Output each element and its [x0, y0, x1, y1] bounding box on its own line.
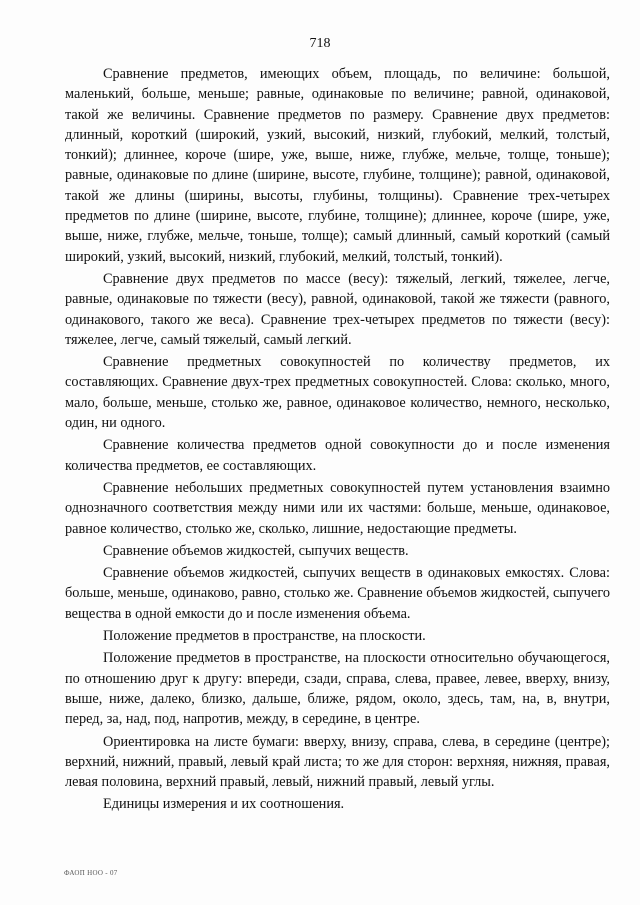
paragraph-paper-orientation: Ориентировка на листе бумаги: вверху, внизу, справа, слева, в середине (центре); верхний, нижний, правый, левый край листа; то же для сторон: верхняя, нижняя, правая, левая половина, верхний правый, левый, нижний правый, левый углы.	[65, 733, 610, 791]
paragraph-volume-heading: Сравнение объемов жидкостей, сыпучих веществ.	[103, 542, 409, 559]
paragraph-mass-comparison: Сравнение двух предметов по массе (весу): тяжелый, легкий, тяжелее, легче, равные, одинаковые по тяжести (весу), равной, одинаковой, такой же тяжести (равного, одинакового, такого же веса). Сравнение трех-четырех предметов по тяжести (весу): тяжелее, легче, самый тяжелый, самый легкий.	[65, 270, 610, 348]
paragraph-units-heading: Единицы измерения и их соотношения.	[103, 796, 345, 813]
paragraph-size-comparison: Сравнение предметов, имеющих объем, площадь, по величине: большой, маленький, больше, меньше; равные, одинаковые по величине; равной, одинаковой, такой же величины. Сравнение предметов по размеру. Сравнение двух предметов: длинный, короткий (широкий, узкий, высокий, низкий, глубокий, мелкий, толстый, тонкий); длиннее, короче (шире, уже, выше, ниже, глубже, мельче, толще, тоньше); равные, одинаковые по длине (ширине, высоте, глубине, толщине); равной, одинаковой, такой же длины (ширины, высоты, глубины, толщины). Сравнение трех-четырех предметов по длине (ширине, высоте, глубине, толщине); длиннее, короче (шире, уже, выше, ниже, глубже, мельче, тоньше, толще); самый длинный, самый короткий (самый широкий, узкий, высокий, низкий, глубокий, мелкий, толстый, тонкий).	[65, 66, 610, 265]
page-number: 718	[309, 36, 331, 51]
paragraph-quantity-change: Сравнение количества предметов одной совокупности до и после изменения количества предметов, ее составляющих.	[65, 437, 610, 474]
paragraph-one-to-one-correspondence: Сравнение небольших предметных совокупностей путем установления взаимно однозначного соответствия между ними или их частями: больше, меньше, одинаковое, равное количество, столько же, сколько, лишние, недостающие предметы.	[65, 479, 610, 537]
paragraph-volume-comparison: Сравнение объемов жидкостей, сыпучих веществ в одинаковых емкостях. Слова: больше, меньше, одинаково, равно, столько же. Сравнение объемов жидкостей, сыпучего вещества в одной емкости до и после изменения объема.	[65, 565, 610, 622]
paragraph-position-relations: Положение предметов в пространстве, на плоскости относительно обучающегося, по отношению друг к другу: впереди, сзади, справа, слева, правее, левее, вверху, внизу, выше, ниже, далеко, близко, дальше, ближе, рядом, около, здесь, там, на, в, внутри, перед, за, над, под, напротив, между, в середине, в центре.	[65, 650, 610, 728]
paragraph-position-heading: Положение предметов в пространстве, на плоскости.	[103, 628, 426, 645]
paragraph-set-comparison: Сравнение предметных совокупностей по количеству предметов, их составляющих. Сравнение двух-трех предметных совокупностей. Слова: сколько, много, мало, больше, меньше, столько же, равное, одинаковое количество, немного, несколько, один, ни одного.	[65, 354, 610, 432]
document-body	[65, 64, 610, 817]
footer-code: ФАОП НОО - 07	[64, 869, 118, 877]
